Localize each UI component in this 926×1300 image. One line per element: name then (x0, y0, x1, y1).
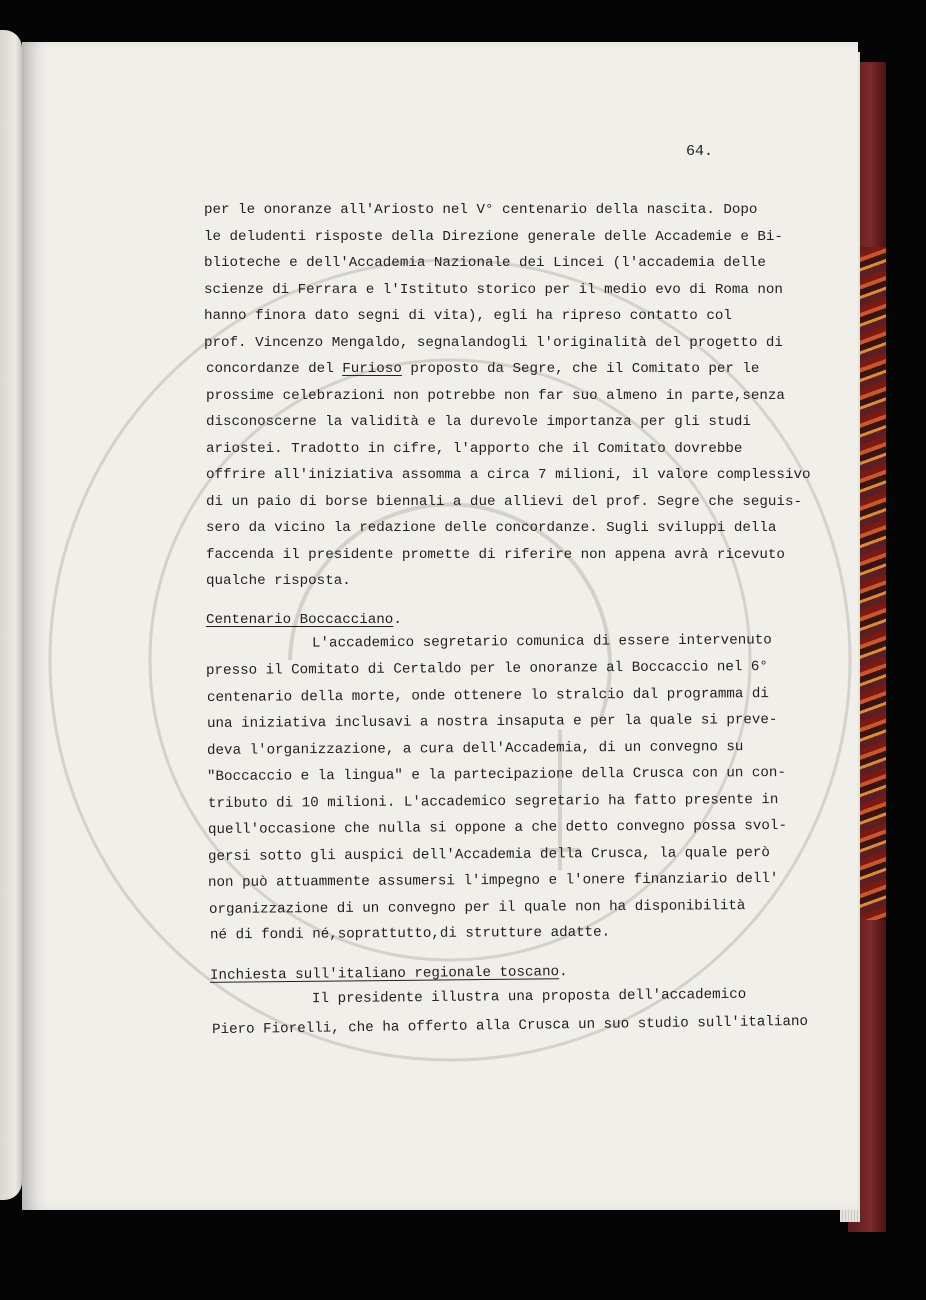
text-run: ariostei. Tradotto in cifre, l'apporto che il Comitato dovrebbe (206, 441, 743, 457)
text-run: blioteche e dell'Accademia Nazionale dei Lincei (l'accademia delle (204, 255, 766, 271)
paragraph-line (206, 467, 811, 483)
heading-period: . (558, 964, 568, 981)
paragraph-line (204, 335, 783, 351)
paragraph-line (204, 282, 783, 298)
text-run: Piero Fiorelli, che ha offerto alla Crusca un suo studio sull'italiano (211, 1013, 809, 1039)
text-run: organizzazione di un convegno per il quale non ha disponibilità (208, 898, 746, 918)
text-run: per le onoranze all'Ariosto nel V° centenario della nascita. Dopo (204, 202, 758, 218)
text-run: L'accademico segretario comunica di essere intervenuto (311, 632, 772, 652)
text-run: hanno finora dato segni di vita), egli ha ripreso contatto col (204, 308, 732, 324)
paragraph-line (206, 494, 802, 510)
text-run: non può attuammente assumersi l'impegno e l'onere finanziario dell' (207, 871, 779, 891)
paragraph-line (204, 308, 732, 324)
paragraph-line (206, 388, 785, 404)
paragraph-line (206, 441, 742, 457)
text-run: sero da vicino la redazione delle concordanze. Sugli sviluppi della (206, 520, 777, 536)
text-run: prossime celebrazioni non potrebbe non far suo almeno in parte,senza (206, 388, 785, 404)
text-run: qualche risposta. (206, 573, 351, 589)
paragraph-line (204, 229, 783, 245)
paragraph-line (206, 547, 785, 563)
text-run: concordanze del (206, 361, 343, 377)
section-heading (206, 612, 402, 628)
paragraph-line (206, 414, 751, 430)
section-heading-inchiesta: Inchiesta sull'italiano regionale toscano (209, 964, 560, 984)
text-run: una iniziativa inclusavi a nostra insaputa e per la quale si preve- (206, 712, 778, 732)
text-run: proposto da Segre, che il Comitato per le (401, 361, 760, 377)
text-run: di un paio di borse biennali a due allievi del prof. Segre che seguis- (206, 494, 802, 510)
text-run: quell'occasione che nulla si oppone a che detto convegno possa svol- (207, 817, 788, 839)
facing-page-edge (0, 30, 22, 1200)
paragraph-line (206, 361, 759, 377)
heading-period: . (393, 612, 402, 628)
text-run: deva l'organizzazione, a cura dell'Accademia, di un convegno su (206, 739, 744, 759)
text-run: prof. Vincenzo Mengaldo, segnalandogli l'originalità del progetto di (204, 335, 783, 351)
text-run: tributo di 10 milioni. L'accademico segretario ha fatto presente in (207, 792, 779, 812)
paragraph-line (206, 573, 351, 589)
italic-title-furioso: Furioso (342, 361, 402, 377)
paragraph-line (204, 202, 757, 218)
page-number: 64. (686, 143, 714, 160)
text-run: "Boccaccio e la lingua" e la partecipazione della Crusca con un con- (206, 764, 787, 786)
text-run: faccenda il presidente promette di riferire non appena avrà ricevuto (206, 547, 785, 563)
paragraph-line (206, 520, 776, 536)
text-run: scienze di Ferrara e l'Istituto storico per il medio evo di Roma non (204, 282, 783, 298)
text-run: disconoscerne la validità e la durevole importanza per gli studi (206, 414, 751, 430)
paragraph-line (312, 632, 772, 651)
text-run: gersi sotto gli auspici dell'Accademia della Crusca, la quale però (207, 845, 770, 865)
text-run: offrire all'iniziativa assomma a circa 7 milioni, il valore complessivo (206, 467, 811, 483)
text-run: presso il Comitato di Certaldo per le onoranze al Boccaccio nel 6° (205, 659, 768, 679)
paragraph-line (210, 925, 610, 944)
section-heading-boccaccio: Centenario Boccacciano (206, 612, 394, 628)
text-run: le deludenti risposte della Direzione generale delle Accademie e Bi- (204, 229, 783, 245)
text-run: Il presidente illustra una proposta dell'accademico (311, 986, 747, 1008)
text-run: centenario della morte, onde ottenere lo stralcio dal programma di (206, 686, 769, 706)
paragraph-line (204, 255, 766, 271)
text-run: né di fondi né,soprattutto,di strutture adatte. (209, 924, 611, 944)
